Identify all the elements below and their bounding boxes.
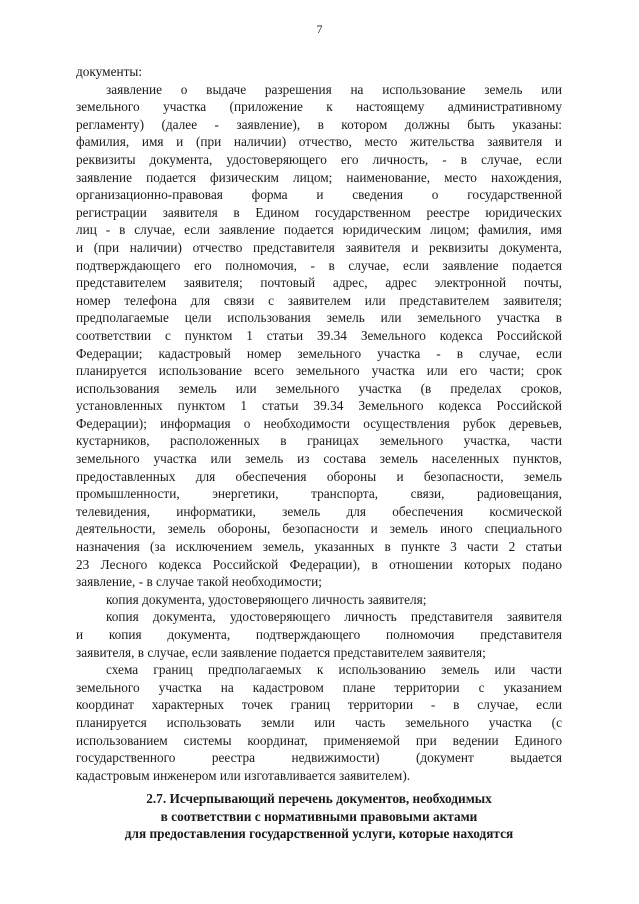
- text-line: реквизиты документа, удостоверяющего его личность, - в случае, если: [76, 151, 562, 167]
- text-line: кадастровым инженером или изготавливается заявителем).: [76, 767, 411, 783]
- heading-line: в соответствии с нормативными правовыми актами: [160, 808, 478, 824]
- text-line: заявление, - в случае такой необходимости;: [76, 574, 322, 590]
- text-line: заявителя, в случае, если заявление подается представителем заявителя;: [76, 644, 486, 660]
- text-line: соответствии с пунктом 1 статьи 39.34 Земельного кодекса Российской: [76, 327, 562, 343]
- section-heading: [76, 790, 562, 843]
- text-line: представителем заявителя; почтовый адрес, адрес электронной почты,: [76, 275, 562, 291]
- text-line: установленных пунктом 1 статьи 39.34 Земельного кодекса Российской: [76, 398, 562, 414]
- text-line: заявление подается физическим лицом; наименование, место нахождения,: [76, 169, 562, 185]
- text-line: и копия документа, подтверждающего полномочия представителя: [76, 627, 562, 642]
- text-line: координат характерных точек границ территории - в случае, если: [76, 697, 562, 713]
- text-line: кустарников, расположенных в границах земельного участка, части: [76, 433, 562, 449]
- text-line: земельного участка на кадастровом плане территории с указанием: [76, 679, 562, 695]
- text-line: государственного реестра недвижимости) (документ выдается: [76, 750, 562, 766]
- text-line: Федерации); информация о необходимости осуществления рубок деревьев,: [76, 415, 562, 431]
- text-line: и (при наличии) отчество представителя заявителя и реквизиты документа,: [76, 239, 562, 255]
- text-line: использования земель или земельного участка (в пределах сроков,: [76, 380, 562, 396]
- text-line: планируется использовать земли или часть земельного участка (с: [76, 714, 562, 730]
- text-line: назначения (за исключением земель, указанных в пункте 3 части 2 статьи: [76, 539, 562, 555]
- text-line: земельного участка (приложение к настоящему административному: [76, 99, 562, 115]
- text-line: использованием системы координат, применяемой при ведении Единого: [76, 732, 562, 748]
- text-line: промышленности, энергетики, транспорта, связи, радиовещания,: [76, 486, 562, 502]
- text-line: Федерации; кадастровый номер земельного участка - в случае, если: [76, 345, 562, 361]
- text-line: номер телефона для связи с заявителем или представителем заявителя;: [76, 292, 562, 308]
- heading-line: 2.7. Исчерпывающий перечень документов, необходимых: [146, 791, 492, 806]
- text-line: планируется использование всего земельного участка или его части; срок: [76, 363, 562, 379]
- text-line: документы:: [76, 64, 143, 79]
- text-line: заявление о выдаче разрешения на использование земель или: [106, 81, 562, 97]
- heading-line: для предоставления государственной услуги, которые находятся: [124, 826, 514, 842]
- text-line: фамилия, имя и (при наличии) отчество, место жительства заявителя и: [76, 134, 562, 150]
- text-line: деятельности, земель обороны, безопасности и земель иного специального: [76, 521, 562, 537]
- text-line: телевидения, информатики, земель для обеспечения космической: [76, 503, 562, 519]
- text-line: предполагаемые цели использования земель или земельного участка в: [76, 310, 562, 326]
- text-line: 23 Лесного кодекса Российской Федерации), в отношении которых подано: [76, 556, 562, 572]
- text-line: земельного участка или земель из состава земель населенных пунктов,: [76, 451, 562, 467]
- text-line: регистрации заявителя в Едином государственном реестре юридических: [76, 204, 562, 220]
- text-line: организационно-правовая форма и сведения о государственной: [76, 187, 562, 203]
- text-line: регламенту) (далее - заявление), в котором должны быть указаны:: [76, 116, 562, 132]
- text-line: лиц - в случае, если заявление подается юридическим лицом; фамилия, имя: [76, 222, 562, 238]
- text-line: подтверждающего его полномочия, - в случае, если заявление подается: [76, 257, 562, 273]
- body-text: [76, 63, 562, 784]
- text-line: схема границ предполагаемых к использованию земель или части: [106, 662, 562, 678]
- page-number: 7: [316, 22, 323, 36]
- text-line: предоставленных для обеспечения обороны и безопасности, земель: [76, 468, 562, 484]
- text-line: копия документа, удостоверяющего личность представителя заявителя: [106, 609, 562, 625]
- text-line: копия документа, удостоверяющего личность заявителя;: [106, 591, 427, 607]
